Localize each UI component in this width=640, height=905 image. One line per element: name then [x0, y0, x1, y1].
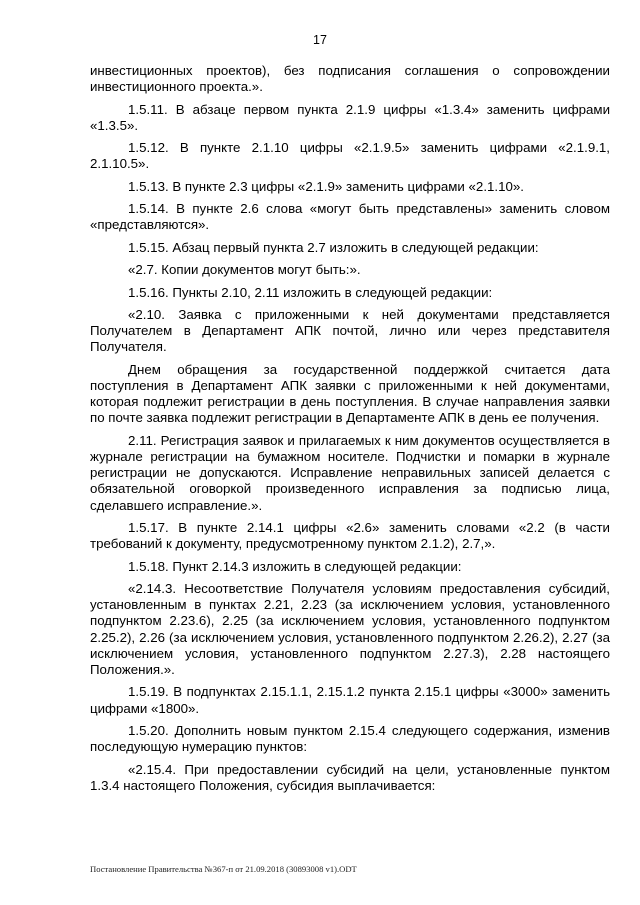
paragraph: Днем обращения за государственной поддержкой считается дата поступления в Департамент АПК заявки с приложенными к ней документами, которая подлежит регистрации в день поступления. В случае направления заявки по почте заявка подлежит регистрации в Департаменте АПК в день ее получения. — [90, 361, 610, 426]
paragraph: 1.5.18. Пункт 2.14.3 изложить в следующей редакции: — [128, 558, 462, 574]
paragraph: «2.10. Заявка с приложенными к ней документами представляется Получателем в Департамент АПК почтой, лично или через представителя Получателя. — [90, 306, 610, 355]
paragraph: «2.14.3. Несоответствие Получателя условиям предоставления субсидий, установленным в пунктах 2.21, 2.23 (за исключением условия, установленного подпунктом 2.23.6), 2.25 (за исключением условия, установленного подпунктом 2.25.2), 2.26 (за исключением условия, установленного подпунктом 2.26.2), 2.27 (за исключением условия, установленного подпунктом 2.27.3), 2.28 настоящего Положения.». — [90, 580, 610, 677]
paragraph: 2.11. Регистрация заявок и прилагаемых к ним документов осуществляется в журнале регистрации на бумажном носителе. Подчистки и помарки в журнале регистрации не допускаются. Исправление неправильных записей делается с обязательной оговоркой произведенного исправления за подписью лица, сделавшего исправление.». — [90, 432, 610, 513]
paragraph: 1.5.17. В пункте 2.14.1 цифры «2.6» заменить словами «2.2 (в части требований к документу, предусмотренному пунктом 2.1.2), 2.7,». — [90, 519, 610, 552]
paragraph: 1.5.11. В абзаце первом пункта 2.1.9 цифры «1.3.4» заменить цифрами «1.3.5». — [90, 101, 610, 133]
paragraph: 1.5.15. Абзац первый пункта 2.7 изложить в следующей редакции: — [128, 239, 539, 255]
paragraph: 1.5.12. В пункте 2.1.10 цифры «2.1.9.5» заменить цифрами «2.1.9.1, 2.1.10.5». — [90, 140, 610, 172]
paragraph: 1.5.20. Дополнить новым пунктом 2.15.4 следующего содержания, изменив последующую нумерацию пунктов: — [90, 722, 610, 755]
paragraph: «2.7. Копии документов могут быть:». — [128, 262, 361, 278]
paragraph: инвестиционных проектов), без подписания соглашения о сопровождении инвестиционного проекта.». — [90, 63, 610, 95]
paragraph: 1.5.16. Пункты 2.10, 2.11 изложить в следующей редакции: — [128, 284, 493, 300]
document-body — [90, 63, 610, 800]
paragraph: 1.5.14. В пункте 2.6 слова «могут быть представлены» заменить словом «представляются». — [90, 201, 610, 233]
page-number: 17 — [313, 33, 327, 47]
paragraph: 1.5.13. В пункте 2.3 цифры «2.1.9» заменить цифрами «2.1.10». — [128, 178, 524, 194]
paragraph: «2.15.4. При предоставлении субсидий на цели, установленные пунктом 1.3.4 настоящего Положения, субсидия выплачивается: — [90, 761, 610, 793]
paragraph: 1.5.19. В подпунктах 2.15.1.1, 2.15.1.2 пункта 2.15.1 цифры «3000» заменить цифрами «1800». — [90, 684, 610, 716]
document-footer: Постановление Правительства №367-п от 21.09.2018 (30893008 v1).ODT — [90, 864, 357, 874]
